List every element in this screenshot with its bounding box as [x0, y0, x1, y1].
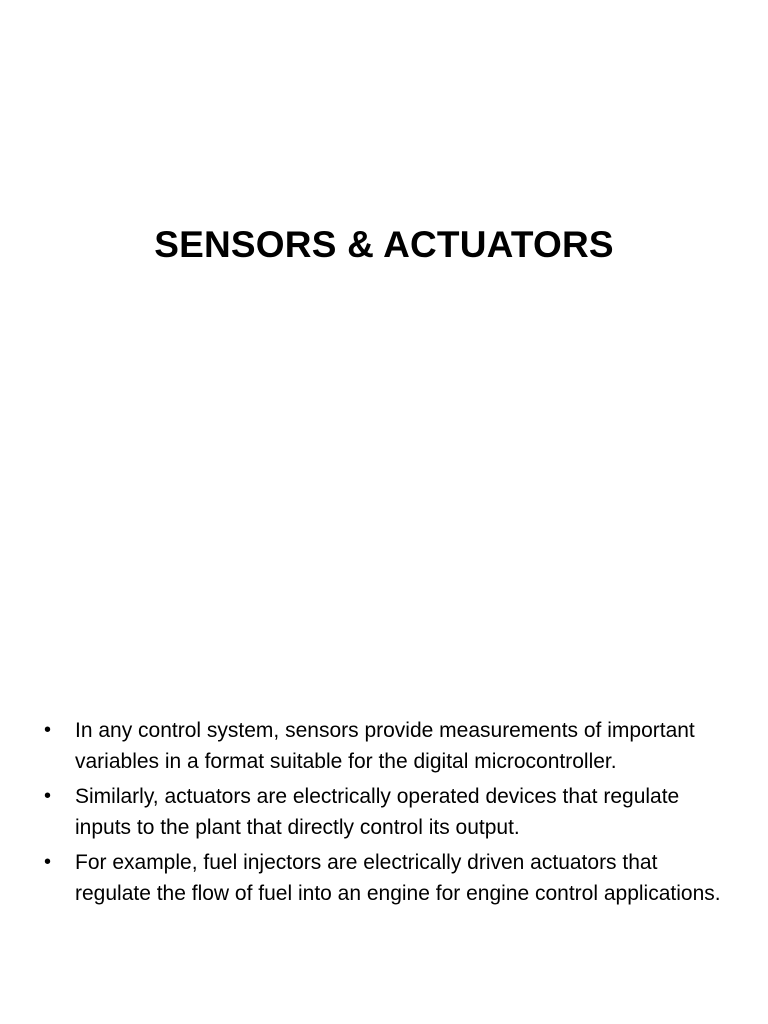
bullet-text: For example, fuel injectors are electrically driven actuators that regulate the flow of fuel into an engine for engine control applications.: [75, 851, 721, 905]
bullet-text: In any control system, sensors provide measurements of important variables in a format suitable for the digital microcontroller.: [75, 719, 695, 773]
list-item: [0, 847, 768, 909]
list-item: [0, 715, 768, 777]
bullet-icon: •: [44, 719, 52, 741]
bullet-list: [0, 715, 768, 913]
bullet-text: Similarly, actuators are electrically operated devices that regulate inputs to the plant that directly control its output.: [75, 785, 680, 839]
slide-title: SENSORS & ACTUATORS: [154, 224, 614, 265]
bullet-icon: •: [44, 851, 52, 873]
list-item: [0, 781, 768, 843]
bullet-icon: •: [44, 785, 52, 807]
